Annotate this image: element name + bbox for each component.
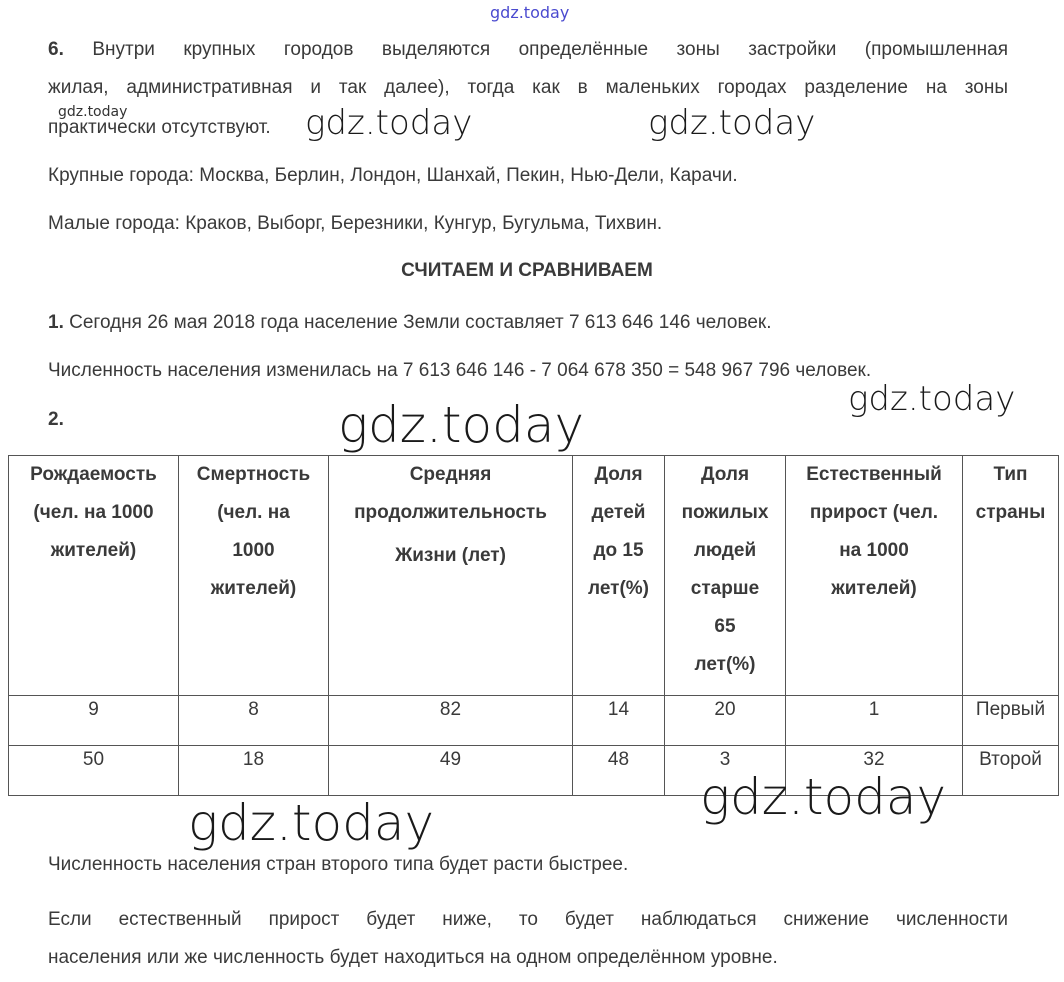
task6-line3: практически отсутствуют. <box>48 117 271 138</box>
table-cell: Второй <box>963 746 1059 796</box>
table-cell: Первый <box>963 696 1059 746</box>
header-death-rate: Смертность (чел. на 1000 жителей) <box>179 456 329 696</box>
table-cell: 20 <box>665 696 786 746</box>
table-cell: 50 <box>9 746 179 796</box>
table-cell: 1 <box>786 696 963 746</box>
watermark-4: gdz.today <box>338 396 585 454</box>
table-cell: 8 <box>179 696 329 746</box>
small-cities: Малые города: Краков, Выборг, Березники, Кунгур, Бугульма, Тихвин. <box>48 213 663 234</box>
big-cities: Крупные города: Москва, Берлин, Лондон, Шанхай, Пекин, Нью-Дели, Карачи. <box>48 165 738 186</box>
task2-number: 2. <box>48 409 64 430</box>
task6-line2: жилая, административная и так далее), тогда как в маленьких городах разделение на зоны <box>48 77 1008 98</box>
watermark-small-left: gdz.today <box>58 104 128 120</box>
task6-line1 <box>48 38 1008 62</box>
watermark-5: gdz.today <box>700 768 947 826</box>
conclusion-2-line2: населения или же численность будет находиться на одном определённом уровне. <box>48 947 778 968</box>
table-cell: 14 <box>573 696 665 746</box>
task1-change: Численность населения изменилась на 7 613 646 146 - 7 064 678 350 = 548 967 796 человек. <box>48 360 872 381</box>
table-cell: 32 <box>786 746 963 796</box>
watermark-3: gdz.today <box>848 379 1016 419</box>
header-natural-increase: Естественный прирост (чел. на 1000 жителей) <box>786 456 963 696</box>
header-birth-rate: Рождаемость (чел. на 1000 жителей) <box>9 456 179 696</box>
table-cell: 49 <box>329 746 573 796</box>
table-cell: 3 <box>665 746 786 796</box>
task1-line <box>48 311 771 335</box>
watermark-1: gdz.today <box>305 103 473 143</box>
conclusion-1: Численность населения стран второго типа будет расти быстрее. <box>48 854 629 875</box>
watermark-6: gdz.today <box>188 794 435 852</box>
data-table <box>8 455 1059 796</box>
table-row <box>9 696 1059 746</box>
table-cell: 48 <box>573 746 665 796</box>
task6-number: 6. <box>48 39 64 60</box>
watermark-top: gdz.today <box>490 3 570 22</box>
section-heading: СЧИТАЕМ И СРАВНИВАЕМ <box>401 260 653 281</box>
header-children-share: Доля детей до 15 лет(%) <box>573 456 665 696</box>
header-life-expectancy: Средняя продолжительность Жизни (лет) <box>329 456 573 696</box>
task6-text1: Внутри крупных городов выделяются определённые зоны застройки (промышленная <box>92 39 1009 60</box>
watermark-2: gdz.today <box>648 103 816 143</box>
table-header-row <box>9 456 1059 696</box>
table-cell: 9 <box>9 696 179 746</box>
table-cell: 18 <box>179 746 329 796</box>
table-cell: 82 <box>329 696 573 746</box>
header-elderly-share: Доля пожилых людей старше 65 лет(%) <box>665 456 786 696</box>
task1-number: 1. <box>48 312 64 333</box>
task1-text: Сегодня 26 мая 2018 года население Земли составляет 7 613 646 146 человек. <box>69 312 772 333</box>
conclusion-2-line1: Если естественный прирост будет ниже, то будет наблюдаться снижение численности <box>48 909 1008 930</box>
header-country-type: Тип страны <box>963 456 1059 696</box>
